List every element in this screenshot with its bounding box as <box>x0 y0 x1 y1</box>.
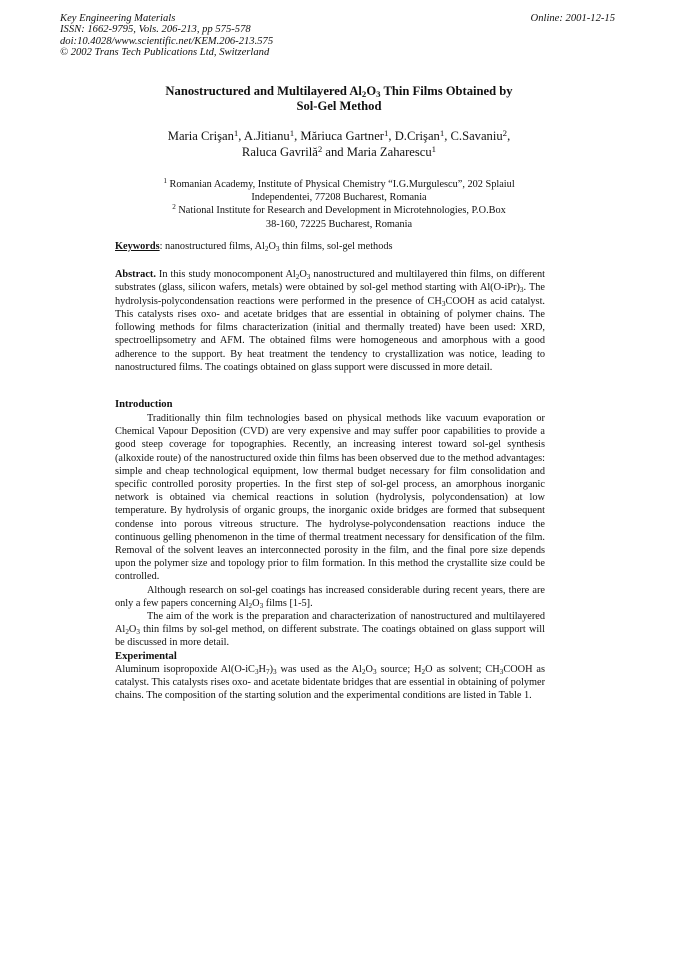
experimental-heading: Experimental <box>115 650 177 662</box>
affiliation-2: $^2$ National Institute for Research and Development in Microtehnologies, P.O.Box <box>172 203 506 217</box>
abstract-label: Abstract. <box>115 269 156 280</box>
intro-paragraph-2: Although research on sol-gel coatings has increased considerable during recent years, there are only a few papers concerning $Al_2O_3$ films [1-5]. <box>115 584 545 610</box>
author: Măriuca Gartner <box>300 129 384 143</box>
paper-title: Nanostructured and Multilayered $Al_2O_3$ Thin Films Obtained by Sol-Gel Method <box>90 84 588 114</box>
issn-line: ISSN: 1662-9795, Vols. 206-213, pp 575-578 <box>60 24 251 36</box>
keywords: Keywords: nanostructured films, $Al_2O_3$ thin films, sol-gel methods <box>115 241 393 253</box>
paper-title-line2: Sol-Gel Method <box>296 99 382 113</box>
author: D.Crişan <box>394 129 440 143</box>
intro-paragraph-3: The aim of the work is the preparation and characterization of nanostructured and multilayered $Al_2O_3$ thin films by sol-gel method, on different substrate. The coatings obtained on glass support will be discussed in more detail. <box>115 611 545 649</box>
affiliation-1: $^1$ Romanian Academy, Institute of Physical Chemistry “I.G.Murgulescu”, 202 Splaiul <box>163 177 515 190</box>
introduction-heading: Introduction <box>115 399 173 410</box>
abstract: Abstract. In this study monocomponent $Al_2O_3$ nanostructured and multilayered thin films, on different substrates (glass, silicon wafers, metals) were obtained by sol-gel method starting with $Al(O-iPr)_3$. The hydrolysis-polycondensation reactions were performed in the presence of $CH_3COOH$ as acid catalyst. This catalysts rises oxo- and acetate bridges that are essential in obtaining of polymer chains. The following methods for films characterization (initial and thermally treated) have been used: XRD, spectroellipsometry and AFM. The obtained films were homogeneous and amorphous with a good adherence to the support. By heat treatment the tendency to crystallization was notice, leading to nanostructured films. The coatings obtained on glass support were discussed in more detail. <box>115 269 545 374</box>
author: Maria Crişan <box>167 129 234 143</box>
doi-line: doi:10.4028/www.scientific.net/KEM.206-213.575 <box>60 35 274 47</box>
intro-paragraph-1: Traditionally thin film technologies based on physical methods like vacuum evaporation or Chemical Vapour Deposition (CVD) are very expensive and may suffer poor capabilities to provide a good steep coverage for topographies. Recently, an increasing interest toward sol-gel synthesis (alkoxide route) of the nanostructured oxide thin films has been observed due to the method advantages: simple and cheap technological equipment, low thermal budget necessary for film consolidation and specific controlled porosity properties. In the first step of sol-gel process, an amorphous inorganic network is obtained via chemical reactions in solution (hydrolysis, polycondensation) at low temperature. By hydrolysis of organic groups, the inorganic oxide bridges are formed that subsequent condense into porous vitreous structure. The hydrolyse-polycondensation reactions induce the continuous gelling phenomenon in the time of thermal treatment necessary for densification of the film. Removal of the solvent leaves an interconnected porosity in the film, and the final pore size depends upon the polymer size and topology prior to film formation. In this method the crystallite size could be controlled. <box>115 413 545 583</box>
author: A.Jitianu <box>243 129 290 143</box>
introduction-body <box>115 412 545 702</box>
author: C.Savaniu <box>450 129 503 143</box>
author-list: Maria Crişan$^1$, A.Jitianu$^1$, Măriuca Gartner$^1$, D.Crişan$^1$, C.Savaniu$^2$, Raluca Gavrilă$^2$ and Maria Zaharescu$^1$ <box>167 128 511 159</box>
journal-header <box>60 13 273 59</box>
copyright-line: © 2002 Trans Tech Publications Ltd, Switzerland <box>60 47 270 59</box>
author: Raluca Gavrilă <box>241 145 318 159</box>
keywords-label: Keywords <box>115 241 160 252</box>
experimental-paragraph: Aluminum isopropoxide $Al(O-iC_3H_7)_3$ was used as the $Al_2O_3$ source; $H_2O$ as solvent; $CH_3COOH$ as catalyst. This catalysts rises oxo- and acetate bidentate bridges that are essential in obtaining of polymer chains. The composition of the starting solution and the experimental conditions are listed in Table 1. <box>115 663 545 702</box>
author: Maria Zaharescu <box>346 145 432 159</box>
affiliations: $^1$ Romanian Academy, Institute of Physical Chemistry “I.G.Murgulescu”, 202 Splaiul Independentei, 77208 Bucharest, Romania $^2$ National Institute for Research and Development in Microtehnologies, P.O.Box 38-160, 72225 Bucharest, Romania <box>100 178 578 231</box>
online-date: Online: 2001-12-15 <box>530 13 615 24</box>
journal-name: Key Engineering Materials <box>60 13 176 24</box>
